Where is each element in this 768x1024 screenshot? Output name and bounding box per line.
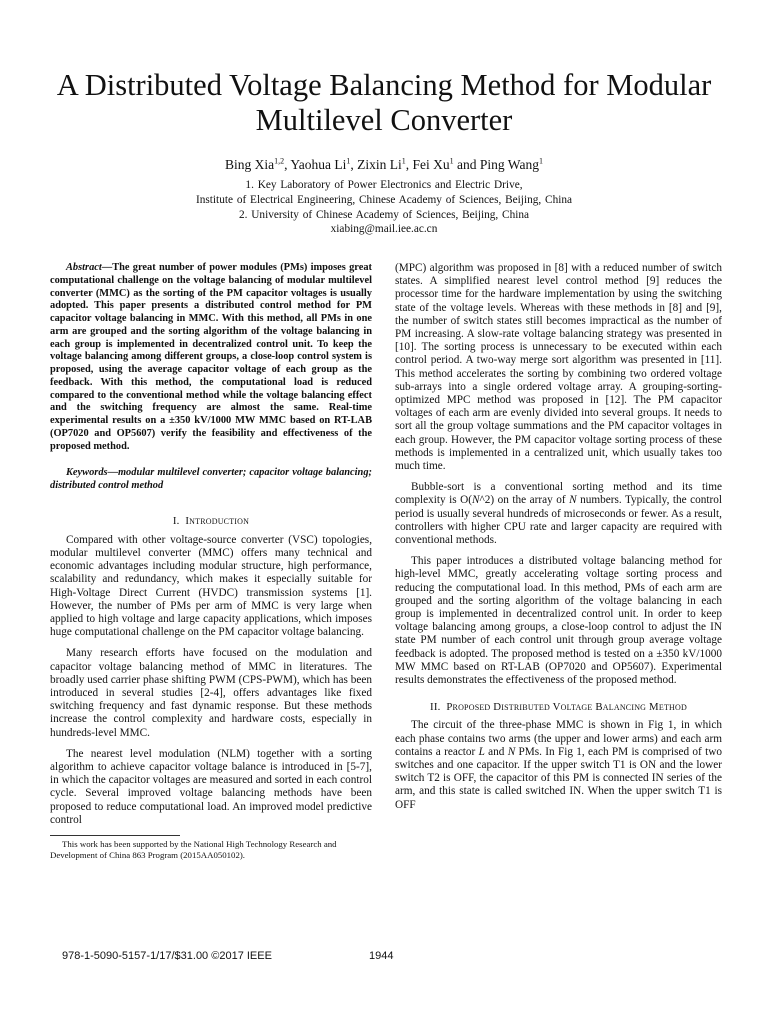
affiliations — [30, 178, 738, 237]
footer-copyright: 978-1-5090-5157-1/17/$31.00 ©2017 IEEE — [62, 950, 272, 962]
footnote-divider — [50, 835, 180, 836]
footnote: This work has been supported by the National High Technology Research and Development of China 863 Program (2015AA050102). — [50, 839, 337, 860]
section-number: II. — [430, 701, 441, 714]
body-paragraph: The nearest level modulation (NLM) together with a sorting algorithm to achieve capacitor voltage balance is introduced in [5-7], in which the capacitor voltages are measured and sorted in each control cycle. Several improved voltage balancing methods have been proposed to reduce computational load. An improved model predictive control — [50, 747, 372, 826]
author-name: Fei Xu — [412, 157, 450, 172]
author-affiliation-mark: 1 — [346, 156, 351, 166]
author-separator: , — [405, 157, 413, 172]
page-number: 1944 — [369, 950, 394, 962]
math-variable: N — [507, 745, 516, 758]
author-affiliation-mark: 1 — [538, 156, 543, 166]
author-separator: , — [350, 157, 358, 172]
body-paragraph — [395, 719, 722, 811]
author-email: xiabing@mail.iee.ac.cn — [330, 223, 438, 236]
section-heading-introduction — [50, 515, 372, 528]
keywords — [50, 467, 372, 493]
body-paragraph: This paper introduces a distributed voltage balancing method for high-level MMC, greatly accelerating voltage sorting process and reducing the computational load. In this method, PMs of each arm are grouped and the sorting algorithm of the voltage balancing in each group is implemented in decentralized control unit. In order to keep voltage balancing among groups, a close-loop control to adjust the IN state PM number of each control unit through group average voltage feedback is adopted. The proposed method is tested on a ±350 kV/1000 MW MMC based on RT-LAB (OP7020 and OP5607). Experimental results demonstrates the effectiveness of the proposed method. — [395, 555, 722, 687]
affiliation-line: 2. University of Chinese Academy of Sciences, Beijing, China — [238, 208, 530, 221]
author-affiliation-mark: 1,2 — [274, 156, 285, 166]
math-variable: L — [478, 745, 485, 758]
affiliation-line: 1. Key Laboratory of Power Electronics and Electric Drive, — [245, 179, 523, 191]
left-column — [50, 262, 372, 860]
abstract — [50, 262, 372, 453]
abstract-text: The great number of power modules (PMs) imposes great computational challenge on the voltage balancing of modular multilevel converter (MMC) as the sorting of the PM capacitor voltages is usually adopted. This paper presents a distributed control method for PM capacitor voltage balancing in MMC. With this method, all PMs in one arm are grouped and the sorting algorithm of the voltage balancing in each group is implemented in decentralized control unit. To keep the voltage balancing among different groups, a close-loop control system is proposed, using the average capacitor voltage of each group as the feedback. With this method, the computational load is reduced compared to the conventional method while the voltage balancing effect and the switching frequency are almost the same. Real-time experimental results on a ±350 kV/1000 MW MMC based on RT-LAB (OP7020 and OP5607) verify the feasibility and effectiveness of the proposed method. — [50, 262, 372, 452]
body-paragraph: Compared with other voltage-source converter (VSC) topologies, modular multilevel converter (MMC) offers many technical and economic advantages including modular structure, high performance, scalability and redundancy, which makes it especially suitable for High-Voltage Direct Current (HVDC) transmission systems [1]. However, the number of PMs per arm of MMC is very large when applied to high voltage and large capacity applications, which imposes huge computational challenge on the PM capacitor voltage balancing. — [50, 533, 372, 639]
text-run: numbers. Typically, the control period is usually several hundreds of microseconds or fewer. As a result, controllers with higher CPU rate and larger capacity are required with conventional methods. — [395, 494, 722, 547]
keywords-text: —modular multilevel converter; capacitor voltage balancing; distributed control method — [50, 467, 372, 491]
paper-title: A Distributed Voltage Balancing Method for Modular Multilevel Converter — [56, 68, 712, 137]
math-variable: N — [471, 494, 480, 507]
text-run: Bubble-sort is a conventional sorting method and its time complexity is O( — [395, 481, 722, 507]
section-title: Introduction — [185, 514, 250, 527]
author-list — [30, 157, 738, 173]
author-name: Yaohua Li — [290, 157, 347, 172]
abstract-dash: — — [101, 262, 113, 273]
author-affiliation-mark: 1 — [449, 156, 454, 166]
section-heading-method — [395, 701, 722, 714]
text-run: PMs. In Fig 1, each PM is comprised of two switches and one capacitor. If the upper switch T1 is ON and the lower switch T2 is OFF, the capacitor of this PM is connected IN series of the arm, and this state is called switched IN. When the upper switch T1 is OFF — [395, 745, 722, 811]
math-variable: N — [569, 494, 577, 507]
author-name: Zixin Li — [357, 157, 402, 172]
text-run: ^2) on the array of — [479, 494, 570, 507]
right-column — [395, 262, 722, 812]
keywords-label: Keywords — [66, 467, 108, 479]
abstract-label: Abstract — [66, 262, 102, 273]
body-paragraph: (MPC) algorithm was proposed in [8] with a reduced number of switch states. A simplified nearest level control method [9] reduces the processor time for the hardware implementation by using the switching state of the voltage levels. Whereas with these methods in [8] and [9], the number of switch states still becomes impractical as the number of PM increasing. A slow-rate voltage balancing strategy was presented in [10]. The sorting process is unnecessary to be executed within each control period. A two-way merge sort algorithm was presented in [11]. This method accelerates the sorting by combining two ordered voltage sub-arrays into a single ordered voltage array. A grouping-sorting-optimized MPC method was proposed in [12]. The PM capacitor voltages of each arm are evenly divided into several groups. It needs to sort all the group voltage summations and the PM capacitor voltages in each group. However, the PM capacitor voltage sorting process of these methods is implemented in a centralized unit, which usually takes too much time. — [395, 262, 722, 473]
author-name: Ping Wang — [479, 157, 539, 172]
author-affiliation-mark: 1 — [401, 156, 406, 166]
author-separator: and — [453, 157, 480, 172]
body-paragraph: Many research efforts have focused on the modulation and capacitor voltage balancing method of MMC in literatures. The broadly used carrier phase shifting PWM (CPS-PWM), which has been introduced in several studies [2-4], offers advantages like fixed switching frequency and fast dynamic response. But these methods increase the control complexity and hardware costs, especially in hundreds-level MMC. — [50, 647, 372, 739]
text-run: The circuit of the three-phase MMC is shown in Fig 1, in which each phase contains two arms (the upper and lower arms) and each arm contains a reactor — [395, 719, 722, 758]
text-run: and — [484, 745, 508, 758]
author-separator: , — [284, 157, 291, 172]
affiliation-line: Institute of Electrical Engineering, Chinese Academy of Sciences, Beijing, China — [195, 193, 573, 206]
body-paragraph — [395, 481, 722, 547]
section-number: I. — [172, 514, 180, 527]
section-title: Proposed Distributed Voltage Balancing Method — [446, 701, 687, 714]
author-name: Bing Xia — [225, 157, 275, 172]
